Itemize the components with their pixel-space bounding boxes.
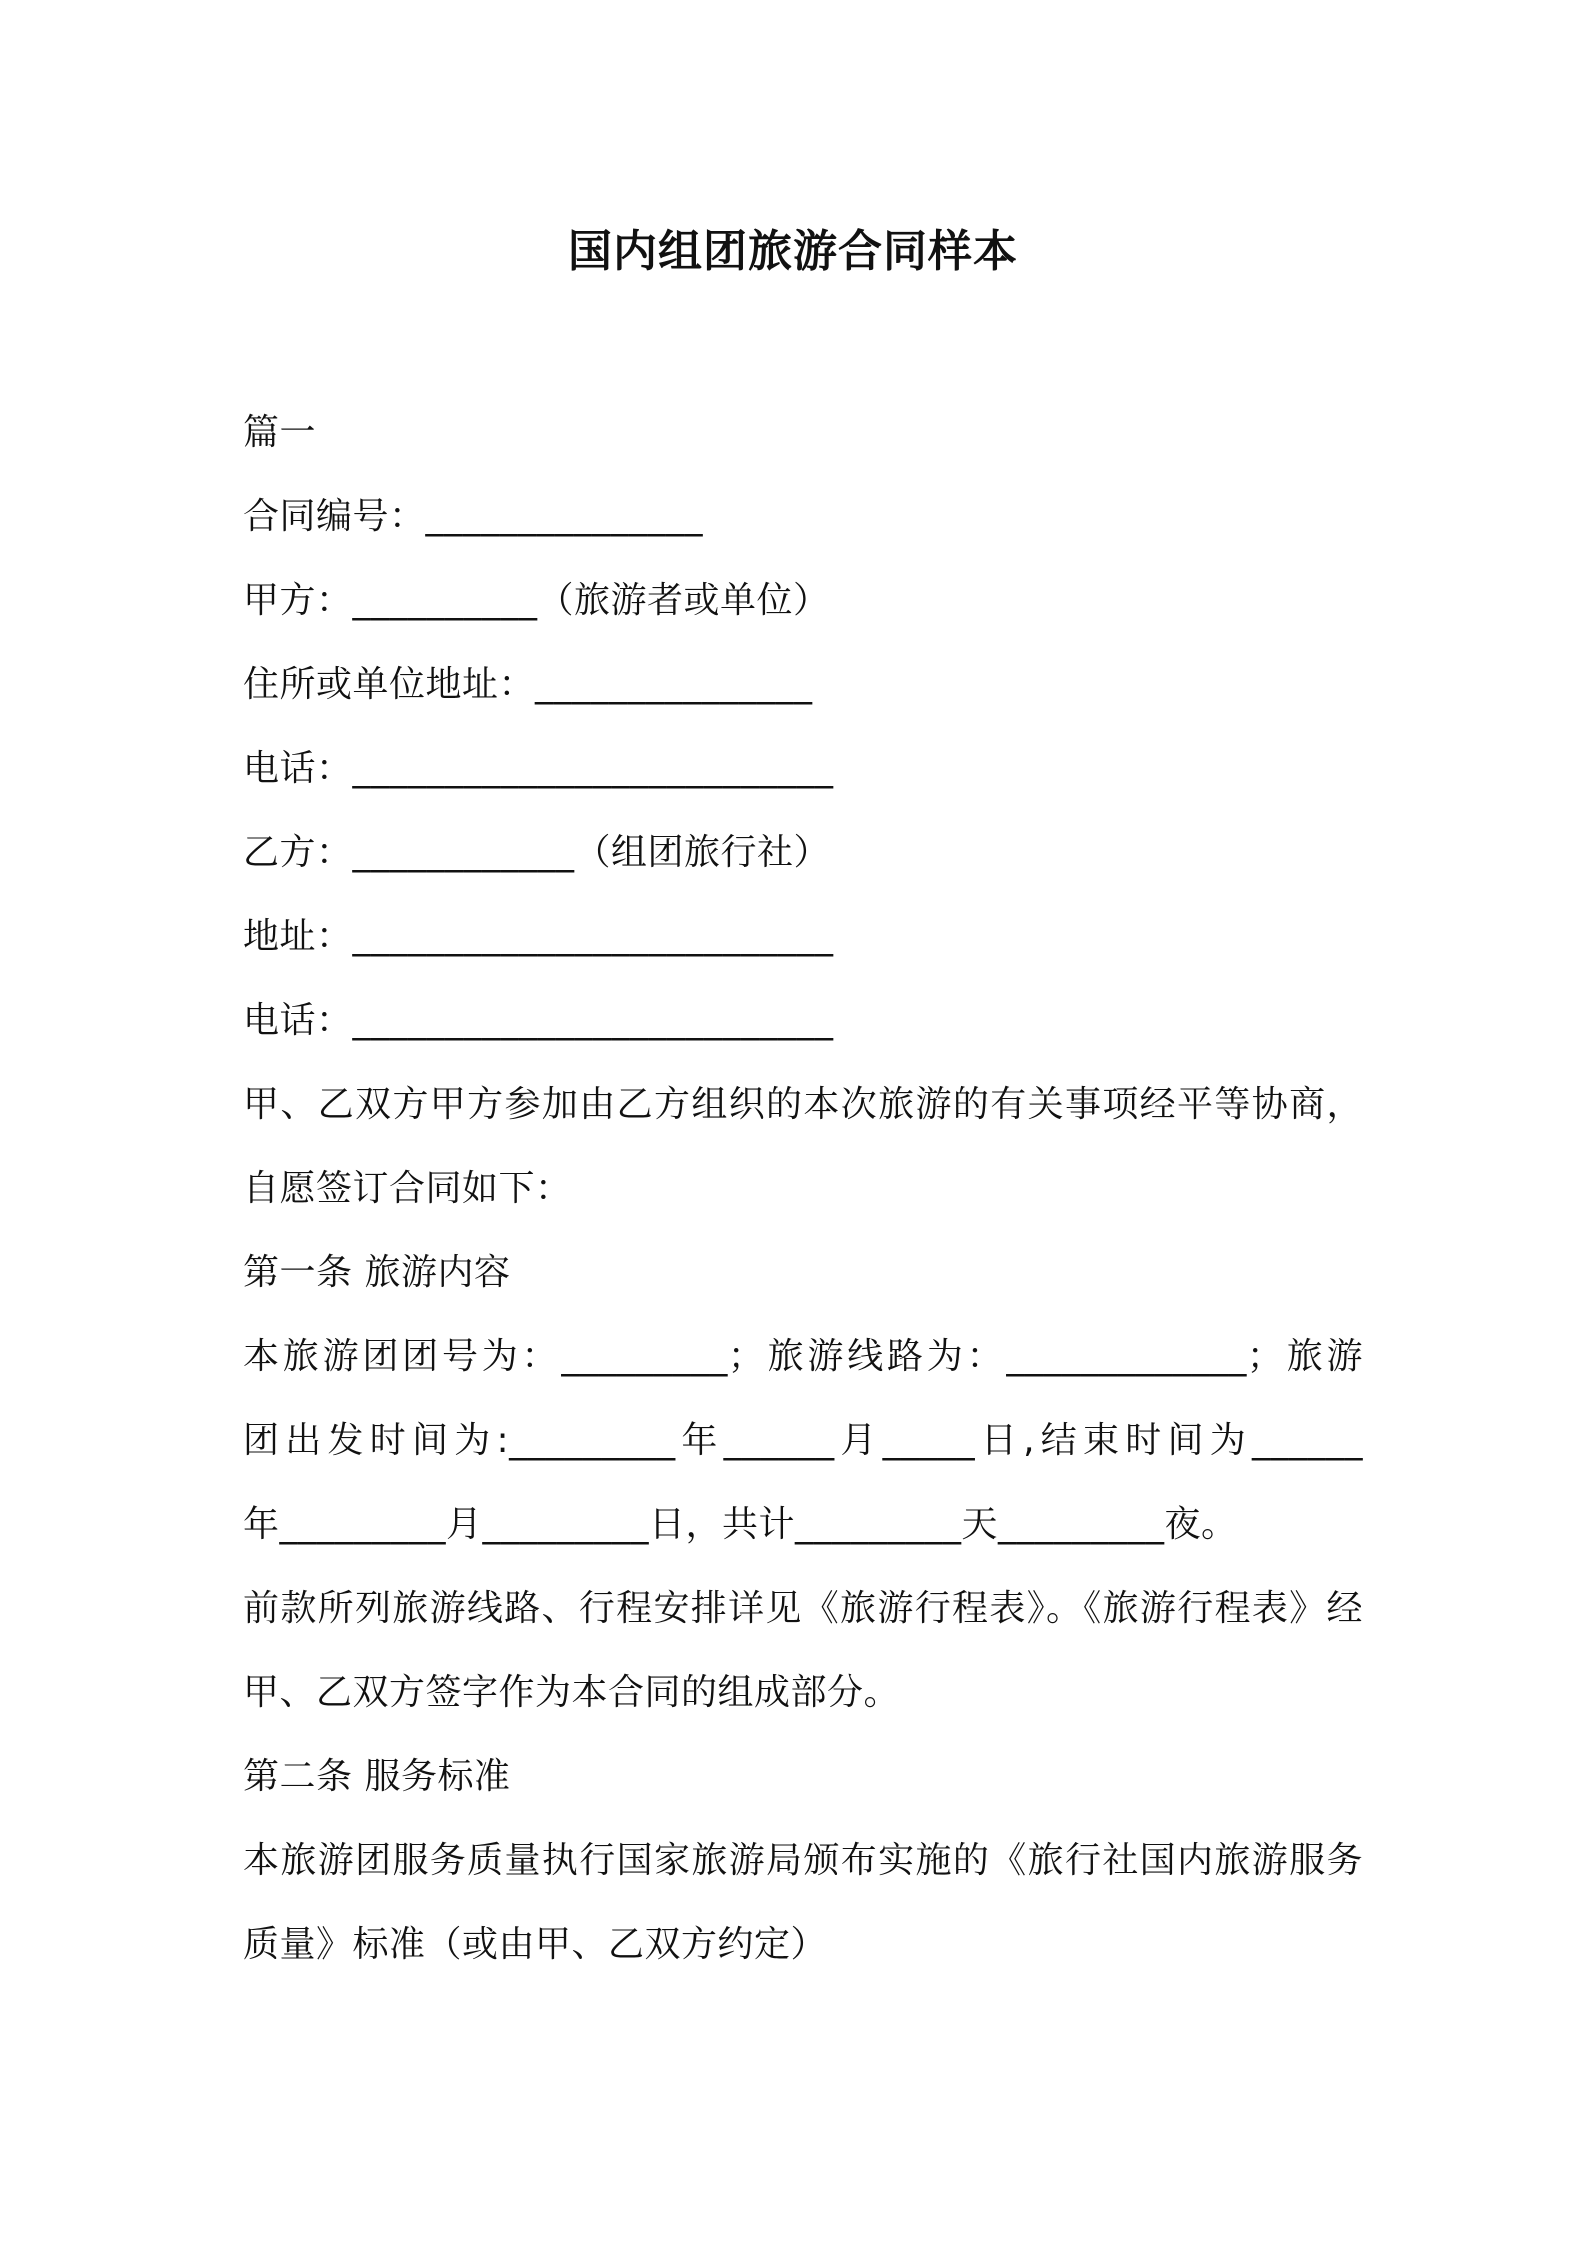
party-b-phone-line: 电话：__________________________ [243, 1000, 834, 1041]
contract-number-line: 合同编号：_______________ [243, 496, 704, 537]
article-2-line-2: 质量》标准（或由甲、乙双方约定） [243, 1924, 828, 1965]
preamble-line-2: 自愿签订合同如下： [243, 1168, 572, 1209]
article-1-line-1: 本旅游团团号为：_________；旅游线路为：_____________；旅游 [243, 1336, 1363, 1377]
article-1-line-5: 甲、乙双方签字作为本合同的组成部分。 [243, 1672, 901, 1713]
section-label: 篇一 [243, 412, 317, 453]
document-title: 国内组团旅游合同样本 [568, 226, 1018, 277]
party-a-line: 甲方：__________（旅游者或单位） [243, 580, 830, 621]
party-a-address-line: 住所或单位地址：_______________ [243, 664, 813, 705]
article-1-line-3: 年_________月_________日，共计_________天_________夜。 [243, 1504, 1238, 1545]
party-b-line: 乙方：____________（组团旅行社） [243, 832, 831, 873]
article-1-line-4: 前款所列旅游线路、行程安排详见《旅游行程表》。《旅游行程表》经 [243, 1588, 1363, 1629]
party-a-phone-line: 电话：__________________________ [243, 748, 834, 789]
article-2-heading: 第二条 服务标准 [243, 1756, 511, 1797]
article-1-heading: 第一条 旅游内容 [243, 1252, 511, 1293]
party-b-address-line: 地址：__________________________ [243, 916, 834, 957]
preamble-line-1: 甲、乙双方甲方参加由乙方组织的本次旅游的有关事项经平等协商， [243, 1084, 1363, 1125]
article-2-line-1: 本旅游团服务质量执行国家旅游局颁布实施的《旅行社国内旅游服务 [243, 1840, 1363, 1881]
article-1-line-2: 团出发时间为:_________年______月_____日,结束时间为______ [243, 1420, 1363, 1461]
